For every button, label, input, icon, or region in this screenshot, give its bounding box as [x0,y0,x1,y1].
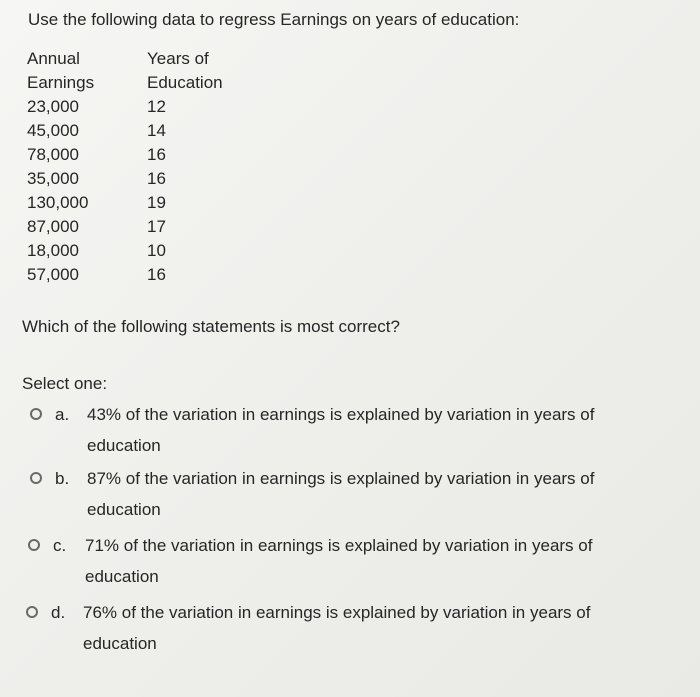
radio-button-icon[interactable] [30,472,42,484]
earnings-cell: 130,000 [27,193,89,212]
education-cell: 12 [147,97,166,116]
education-header-line-1: Years of [147,49,209,68]
select-one-label: Select one: [22,374,108,393]
education-cell: 14 [147,121,166,140]
earnings-header-line-2: Earnings [27,73,95,92]
option-text: 76% of the variation in earnings is explained by variation in years of education [83,603,591,653]
earnings-cell: 87,000 [27,217,79,236]
option-letter: a. [55,405,70,424]
earnings-cell: 45,000 [27,121,79,140]
option-letter: b. [55,469,70,488]
question-text: Which of the following statements is most correct? [22,317,400,336]
education-cell: 16 [147,265,166,284]
option-letter: d. [51,603,66,622]
radio-button-icon[interactable] [30,408,42,420]
earnings-column [27,47,137,287]
earnings-header-line-1: Annual [27,49,80,68]
option-letter: c. [53,536,67,555]
option-a[interactable] [30,403,647,461]
earnings-cell: 78,000 [27,145,79,164]
education-cell: 16 [147,145,166,164]
earnings-cell: 57,000 [27,265,79,284]
earnings-cell: 18,000 [27,241,79,260]
earnings-cell: 35,000 [27,169,79,188]
education-header-line-2: Education [147,73,223,92]
option-text: 87% of the variation in earnings is explained by variation in years of education [87,469,595,519]
radio-button-icon[interactable] [26,606,38,618]
option-c[interactable] [28,534,645,592]
question-intro: Use the following data to regress Earnings on years of education: [28,10,520,29]
radio-button-icon[interactable] [28,539,40,551]
education-column [147,47,257,287]
education-cell: 10 [147,241,166,260]
education-cell: 16 [147,169,166,188]
option-text: 71% of the variation in earnings is explained by variation in years of education [85,536,593,586]
option-text: 43% of the variation in earnings is explained by variation in years of education [87,405,595,455]
education-cell: 17 [147,217,166,236]
option-b[interactable] [30,467,647,525]
earnings-cell: 23,000 [27,97,79,116]
option-d[interactable] [26,601,643,659]
education-cell: 19 [147,193,166,212]
